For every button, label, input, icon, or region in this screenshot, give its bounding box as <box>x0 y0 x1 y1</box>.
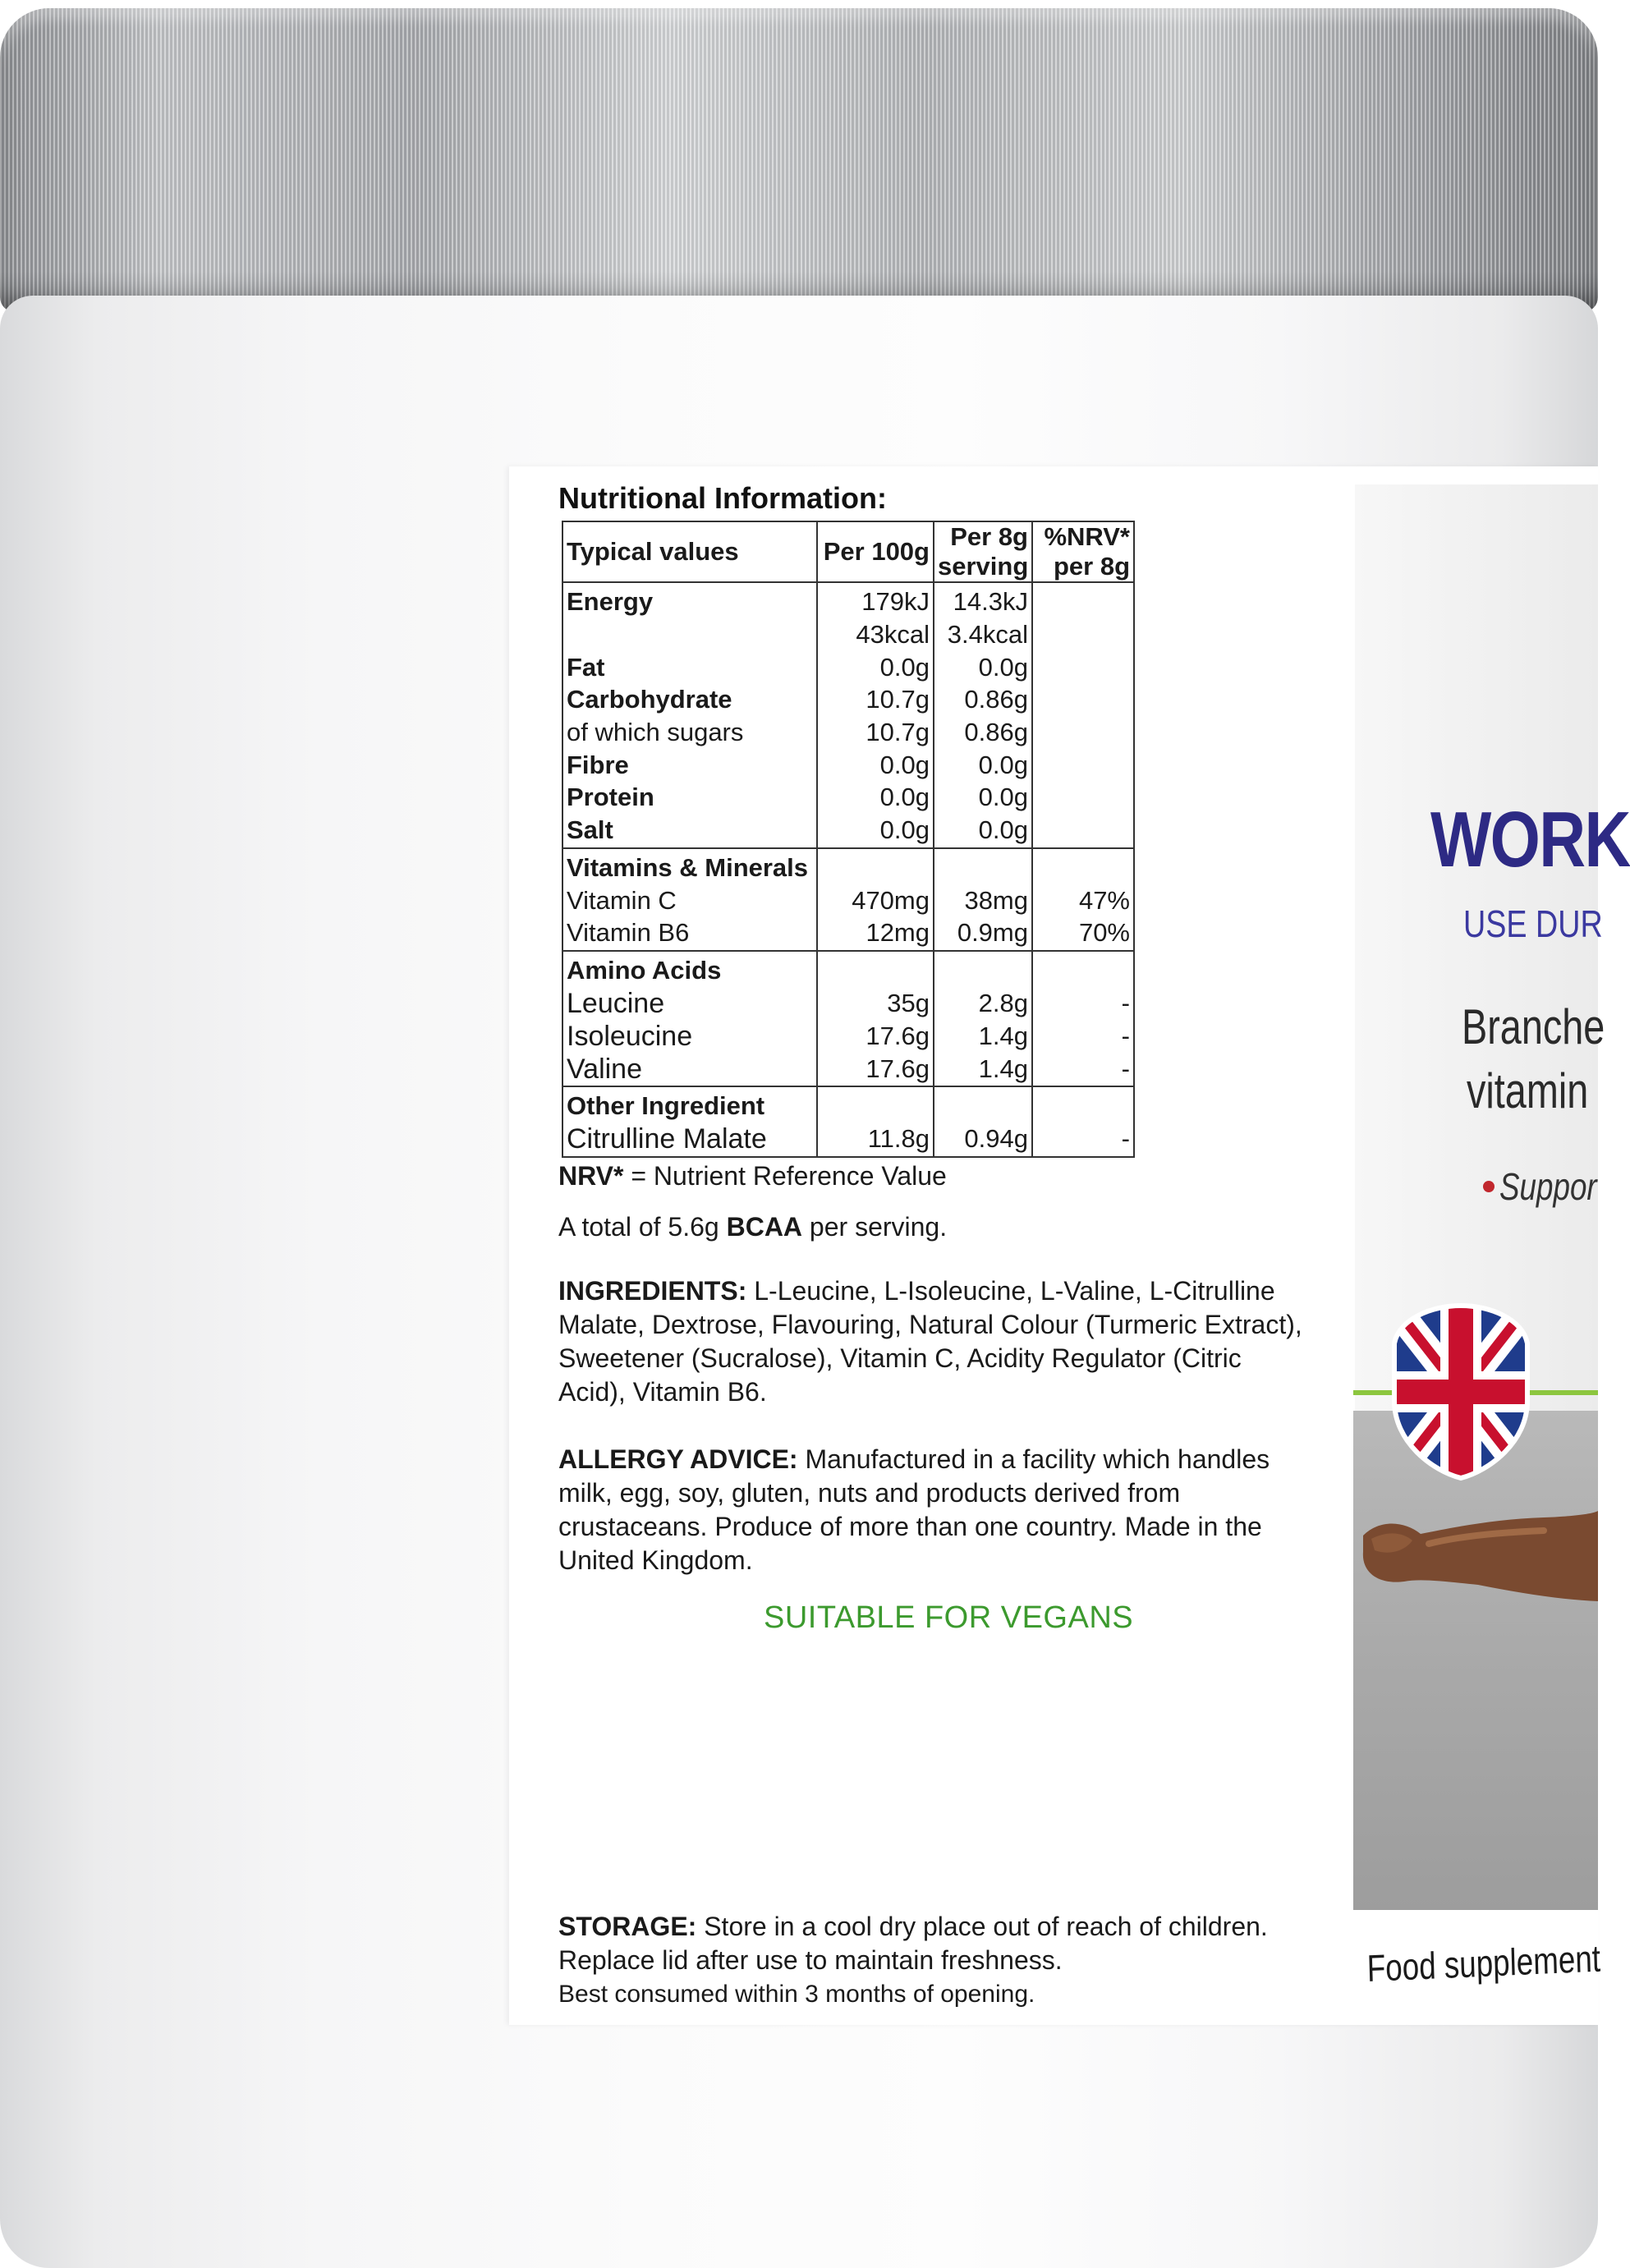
empty-cell <box>1032 951 1134 988</box>
storage-line1-text: Store in a cool dry place out of reach of children. <box>696 1912 1268 1941</box>
allergy-label: ALLERGY ADVICE: <box>558 1444 798 1474</box>
benefit-bullet: Suppor <box>1499 1165 1597 1208</box>
nutrient-name: Fibre <box>562 750 817 783</box>
empty-cell <box>817 1086 934 1123</box>
per-serving-value: 0.86g <box>934 684 1032 717</box>
header-nrv-line2: per 8g <box>1053 552 1130 581</box>
nutrition-vitamins-group <box>562 848 1134 951</box>
per-serving-value: 0.0g <box>934 652 1032 685</box>
nrv-value <box>1032 782 1134 815</box>
bullet-dot-icon <box>1483 1181 1495 1192</box>
nrv-value <box>1032 582 1134 619</box>
header-per-serving-line1: Per 8g <box>950 522 1028 551</box>
per-serving-value: 0.0g <box>934 782 1032 815</box>
image-panel <box>1353 1411 1598 1910</box>
empty-cell <box>817 951 934 988</box>
nrv-value <box>1032 815 1134 848</box>
per-serving-value: 0.94g <box>934 1123 1032 1157</box>
nutrition-row <box>562 988 1134 1021</box>
per-serving-value: 0.86g <box>934 717 1032 750</box>
union-jack-flag-icon <box>1391 1302 1531 1481</box>
per-serving-value: 0.0g <box>934 815 1032 848</box>
header-nrv-line1: %NRV* <box>1044 522 1130 551</box>
per-serving-value: 1.4g <box>934 1054 1032 1087</box>
header-typical-values: Typical values <box>562 521 817 582</box>
per-100g-value: 10.7g <box>817 684 934 717</box>
nutrition-row <box>562 750 1134 783</box>
per-serving-value: 0.9mg <box>934 917 1032 951</box>
nutrition-row <box>562 717 1134 750</box>
per-serving-value: 2.8g <box>934 988 1032 1021</box>
storage-text <box>558 1910 1314 2011</box>
nutrient-name: Protein <box>562 782 817 815</box>
per-100g-value: 179kJ <box>817 582 934 619</box>
nrv-value: 47% <box>1032 885 1134 918</box>
nutrition-row <box>562 885 1134 918</box>
header-per-serving-line2: serving <box>938 552 1029 581</box>
per-serving-value: 1.4g <box>934 1021 1032 1054</box>
per-serving-value: 14.3kJ <box>934 582 1032 619</box>
nutrition-title: Nutritional Information: <box>558 481 887 515</box>
nrv-definition: = Nutrient Reference Value <box>623 1161 947 1191</box>
nutrient-name: Valine <box>562 1054 817 1087</box>
storage-label: STORAGE: <box>558 1912 697 1941</box>
per-serving-value: 3.4kcal <box>934 619 1032 652</box>
empty-cell <box>934 848 1032 885</box>
nutrition-row <box>562 917 1134 951</box>
nutrition-row <box>562 782 1134 815</box>
nutrition-row <box>562 652 1134 685</box>
nutrient-name <box>562 619 817 652</box>
ingredients-label: INGREDIENTS: <box>558 1276 747 1306</box>
nutrition-row <box>562 619 1134 652</box>
nutrition-group-heading-row <box>562 1086 1134 1123</box>
nutrition-row <box>562 582 1134 619</box>
per-100g-value: 12mg <box>817 917 934 951</box>
nutrition-group-heading-row <box>562 951 1134 988</box>
empty-cell <box>934 951 1032 988</box>
nutrient-name: of which sugars <box>562 717 817 750</box>
per-100g-value: 17.6g <box>817 1054 934 1087</box>
product-description-line2: vitamin <box>1467 1063 1589 1118</box>
per-100g-value: 0.0g <box>817 815 934 848</box>
nrv-value <box>1032 750 1134 783</box>
nrv-value: - <box>1032 1054 1134 1087</box>
nrv-value <box>1032 652 1134 685</box>
per-100g-value: 35g <box>817 988 934 1021</box>
vegan-badge: SUITABLE FOR VEGANS <box>764 1600 1134 1635</box>
ingredients-text <box>558 1274 1314 1409</box>
ingredients-list: L-Leucine, L-Isoleucine, L-Valine, L-Citrulline Malate, Dextrose, Flavouring, Natural Colour (Turmeric Extract), Sweetener (Sucralose), Vitamin C, Acidity Regulator (Citric Acid), Vitamin B6. <box>558 1276 1302 1407</box>
empty-cell <box>1032 848 1134 885</box>
nutrient-name: Vitamin B6 <box>562 917 817 951</box>
allergy-text <box>558 1443 1314 1577</box>
bcaa-post: per serving. <box>802 1212 948 1242</box>
per-100g-value: 10.7g <box>817 717 934 750</box>
nrv-note <box>558 1159 1314 1193</box>
storage-line2: Replace lid after use to maintain freshness. <box>558 1945 1063 1975</box>
nutrient-name: Leucine <box>562 988 817 1021</box>
nrv-value <box>1032 684 1134 717</box>
per-100g-value: 0.0g <box>817 652 934 685</box>
nutrient-name: Isoleucine <box>562 1021 817 1054</box>
per-100g-value: 17.6g <box>817 1021 934 1054</box>
nrv-value: 70% <box>1032 917 1134 951</box>
nutrition-group-heading: Vitamins & Minerals <box>562 848 817 885</box>
per-100g-value: 470mg <box>817 885 934 918</box>
nrv-value: - <box>1032 1123 1134 1157</box>
nutrient-name: Energy <box>562 582 817 619</box>
nrv-value <box>1032 619 1134 652</box>
nutrition-other-group <box>562 1086 1134 1157</box>
nutrition-row <box>562 1021 1134 1054</box>
product-description-line1: Branche <box>1462 999 1605 1054</box>
per-serving-value: 0.0g <box>934 750 1032 783</box>
nutrition-group-heading-row <box>562 848 1134 885</box>
nutrient-name: Fat <box>562 652 817 685</box>
storage-line1 <box>558 1910 1314 1944</box>
food-supplement-text: Food supplement <box>1366 1936 1601 1990</box>
per-100g-value: 0.0g <box>817 750 934 783</box>
nutrient-name: Vitamin C <box>562 885 817 918</box>
header-per-100g: Per 100g <box>817 521 934 582</box>
header-nrv <box>1032 521 1134 582</box>
nutrition-row <box>562 815 1134 848</box>
nutrient-name: Carbohydrate <box>562 684 817 717</box>
nutrition-group-heading: Other Ingredient <box>562 1086 817 1123</box>
per-100g-value: 11.8g <box>817 1123 934 1157</box>
allergy-advice: Manufactured in a facility which handles milk, egg, soy, gluten, nuts and products derived from crustaceans. Produce of more than one country. Made in the United Kingdom. <box>558 1444 1270 1575</box>
usage-tagline: USE DUR <box>1463 902 1603 945</box>
nutrition-group-heading: Amino Acids <box>562 951 817 988</box>
empty-cell <box>817 848 934 885</box>
bcaa-pre: A total of 5.6g <box>558 1212 727 1242</box>
flexed-arm-icon <box>1355 1503 1598 1626</box>
nutrition-amino-group <box>562 951 1134 1086</box>
nutrition-main-group <box>562 582 1134 848</box>
brand-name: WORK <box>1430 796 1630 884</box>
nutrient-name: Salt <box>562 815 817 848</box>
nutrition-header-row <box>562 521 1134 582</box>
empty-cell <box>934 1086 1032 1123</box>
bcaa-line <box>558 1210 1314 1244</box>
nrv-value: - <box>1032 988 1134 1021</box>
bcaa-bold: BCAA <box>726 1212 803 1242</box>
nutrition-row <box>562 1054 1134 1087</box>
per-100g-value: 0.0g <box>817 782 934 815</box>
nrv-term: NRV* <box>558 1161 624 1191</box>
nutrition-row <box>562 684 1134 717</box>
per-100g-value: 43kcal <box>817 619 934 652</box>
nutrient-name: Citrulline Malate <box>562 1123 817 1157</box>
nrv-value: - <box>1032 1021 1134 1054</box>
empty-cell <box>1032 1086 1134 1123</box>
nutrition-table <box>562 521 1135 1158</box>
nrv-value <box>1032 717 1134 750</box>
per-serving-value: 38mg <box>934 885 1032 918</box>
storage-line3: Best consumed within 3 months of opening. <box>558 1981 1035 2008</box>
nutrition-row <box>562 1123 1134 1157</box>
jar-lid <box>0 8 1598 312</box>
header-per-serving <box>934 521 1032 582</box>
